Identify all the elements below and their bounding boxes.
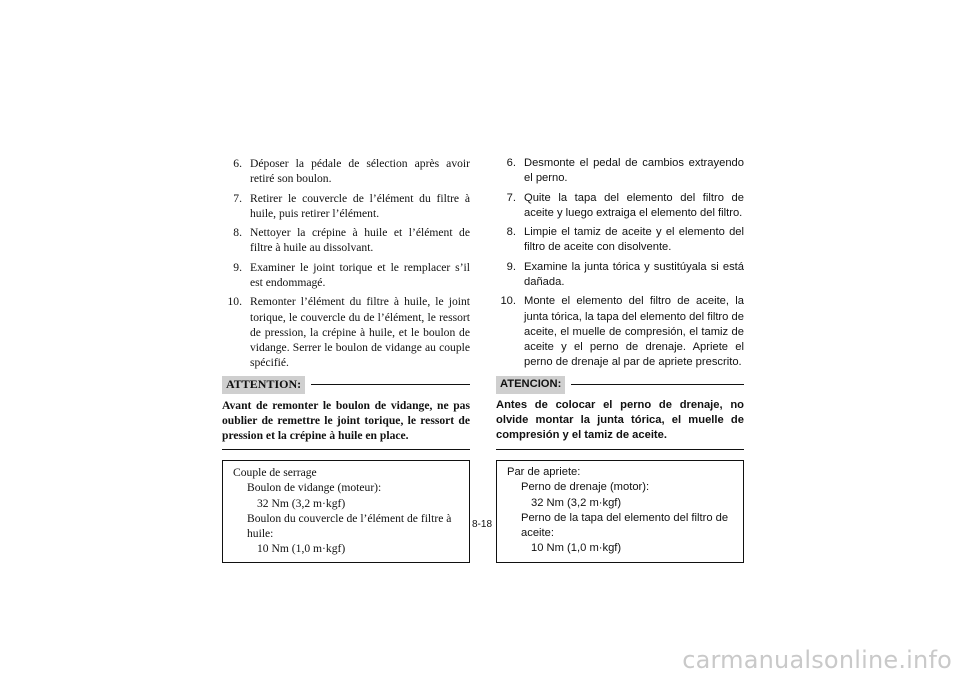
watermark-text: carmanualsonline.info: [682, 646, 952, 674]
caution-end-rule: [222, 449, 470, 450]
spanish-caution-text: Antes de colocar el perno de drenaje, no olvide montar la junta tórica, el muelle de compresión y el tamiz de aceite.: [496, 398, 744, 441]
torque-item: Perno de drenaje (motor):: [521, 481, 650, 494]
caution-end-rule: [496, 449, 744, 450]
french-caution-header: [222, 376, 470, 393]
torque-value: 10 Nm (1,0 m·kgf): [257, 542, 346, 556]
step-number: 9.: [233, 260, 242, 274]
french-step-10: [222, 294, 470, 370]
spanish-step-8: [496, 225, 744, 255]
french-step-9: [222, 260, 470, 290]
french-steps-list: [222, 156, 470, 370]
caution-label: ATTENTION:: [222, 376, 305, 393]
caution-rule: [311, 384, 470, 385]
torque-title: Couple de serrage: [233, 466, 317, 480]
torque-value: 32 Nm (3,2 m·kgf): [531, 496, 622, 509]
step-text: Remonter l’élément du filtre à huile, le joint torique, le couvercle du de l’élément, le ressort de pression, la crépine à huile, et le boulon de vidange. Serrer le boulon de vidange au couple spécifié.: [250, 295, 470, 370]
torque-value: 32 Nm (3,2 m·kgf): [257, 496, 346, 510]
step-text: Nettoyer la crépine à huile et l’élément de filtre à huile au dissolvant.: [250, 226, 470, 255]
caution-rule: [571, 384, 744, 385]
torque-item: Boulon du couvercle de l’élément de filtre à huile:: [247, 511, 452, 541]
step-text: Examine la junta tórica y sustitúyala si está dañada.: [524, 260, 744, 288]
french-step-6: [222, 156, 470, 186]
torque-value: 10 Nm (1,0 m·kgf): [531, 542, 622, 555]
page-number: 8-18: [471, 519, 492, 530]
spanish-torque-box: [496, 460, 744, 563]
torque-item: Boulon de vidange (moteur):: [247, 481, 382, 495]
step-text: Limpie el tamiz de aceite y el elemento del filtro de aceite con disolvente.: [524, 226, 744, 254]
step-number: 8.: [506, 226, 516, 239]
step-text: Quite la tapa del elemento del filtro de aceite y luego extraiga el elemento del filtro.: [524, 191, 744, 219]
spanish-steps-list: [496, 156, 744, 370]
french-step-8: [222, 225, 470, 255]
step-text: Retirer le couvercle de l’élément du filtre à huile, puis retirer l’élément.: [250, 191, 470, 220]
step-number: 8.: [233, 226, 242, 240]
torque-item: Perno de la tapa del elemento del filtro de aceite:: [521, 511, 729, 540]
spanish-step-9: [496, 260, 744, 290]
step-number: 9.: [506, 260, 516, 273]
french-step-7: [222, 191, 470, 221]
spanish-step-10: [496, 294, 744, 370]
french-column: [222, 156, 470, 563]
step-text: Desmonte el pedal de cambios extrayendo el perno.: [524, 157, 744, 185]
caution-label: ATENCION:: [496, 376, 565, 393]
step-number: 10.: [500, 295, 516, 308]
step-number: 6.: [506, 157, 516, 169]
step-number: 7.: [233, 191, 242, 205]
french-torque-box: [222, 460, 470, 563]
step-number: 7.: [506, 191, 516, 204]
step-text: Monte el elemento del filtro de aceite, la junta tórica, la tapa del elemento del filtro de aceite, el muelle de compresión, el tamiz de aceite y el perno de drenaje. Apriete el perno de drenaje al par de apriete prescrito.: [524, 295, 744, 369]
step-text: Déposer la pédale de sélection après avoir retiré son boulon.: [250, 157, 470, 186]
spanish-step-6: [496, 156, 744, 186]
spanish-caution-header: [496, 376, 744, 393]
spanish-step-7: [496, 191, 744, 221]
step-number: 6.: [233, 157, 242, 170]
step-text: Examiner le joint torique et le remplacer s’il est endommagé.: [250, 260, 470, 289]
torque-title: Par de apriete:: [507, 466, 581, 479]
french-caution-text: Avant de remonter le boulon de vidange, ne pas oublier de remettre le joint torique, le ressort de pression et la crépine à huile en place.: [222, 398, 470, 442]
step-number: 10.: [227, 295, 242, 309]
spanish-column: [496, 156, 744, 563]
